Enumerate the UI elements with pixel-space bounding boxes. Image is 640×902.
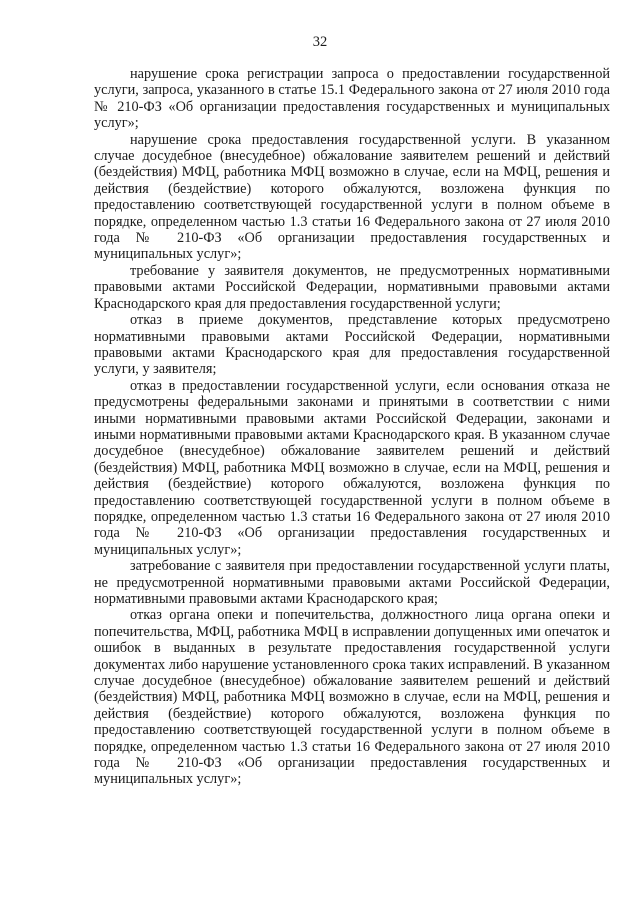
document-body (94, 66, 610, 788)
paragraph-correction-refusal: отказ органа опеки и попечительства, должностного лица органа опеки и попечительства, МФЦ, работника МФЦ в исправлении допущенных ими опечаток и ошибок в выданных в результате предоставления государственной услуги документах либо нарушение установленного срока таких исправлений. В указанном случае досудебное (внесудебное) обжалование заявителем решений и действий (бездействия) МФЦ, работника МФЦ возможно в случае, если на МФЦ, решения и действия (бездействие) которого обжалуются, возложена функция по предоставлению соответствующей государственной услуги в полном объеме в порядке, определенном частью 1.3 статьи 16 Федерального закона от 27 июля 2010 года № 210-ФЗ «Об организации предоставления государственных и муниципальных услуг»; (94, 607, 610, 788)
paragraph-document-acceptance-refusal: отказ в приеме документов, представление которых предусмотрено нормативными правовыми актами Российской Федерации, нормативными правовыми актами Краснодарского края для предоставления государственной услуги, у заявителя; (94, 312, 610, 378)
page-number: 32 (312, 34, 328, 50)
paragraph-service-deadline-violation: нарушение срока предоставления государственной услуги. В указанном случае досудебное (внесудебное) обжалование заявителем решений и действий (бездействия) МФЦ, работника МФЦ возможно в случае, если на МФЦ, решения и действия (бездействие) которого обжалуются, возложена функция по предоставлению соответствующей государственной услуги в полном объеме в порядке, определенном частью 1.3 статьи 16 Федерального закона от 27 июля 2010 года № 210-ФЗ «Об организации предоставления государственных и муниципальных услуг»; (94, 131, 610, 263)
paragraph-service-refusal: отказ в предоставлении государственной услуги, если основания отказа не предусмотрены федеральными законами и принятыми в соответствии с ними иными нормативными правовыми актами Российской Федерации, законами и иными нормативными правовыми актами Краснодарского края. В указанном случае досудебное (внесудебное) обжалование заявителем решений и действий (бездействия) МФЦ, работника МФЦ возможно в случае, если на МФЦ, решения и действия (бездействие) которого обжалуются, возложена функция по предоставлению соответствующей государственной услуги в полном объеме в порядке, определенном частью 1.3 статьи 16 Федерального закона от 27 июля 2010 года № 210-ФЗ «Об организации предоставления государственных и муниципальных услуг»; (94, 377, 610, 558)
paragraph-registration-deadline-violation: нарушение срока регистрации запроса о предоставлении государственной услуги, запроса, указанного в статье 15.1 Федерального закона от 27 июля 2010 года № 210-ФЗ «Об организации предоставления государственных и муниципальных услуг»; (94, 66, 610, 132)
paragraph-unlawful-fee-demand: затребование с заявителя при предоставлении государственной услуги платы, не предусмотренной нормативными правовыми актами Российской Федерации, нормативными правовыми актами Краснодарского края; (94, 558, 610, 607)
paragraph-extra-documents-requirement: требование у заявителя документов, не предусмотренных нормативными правовыми актами Российской Федерации, нормативными правовыми актами Краснодарского края для предоставления государственной услуги; (94, 262, 610, 312)
